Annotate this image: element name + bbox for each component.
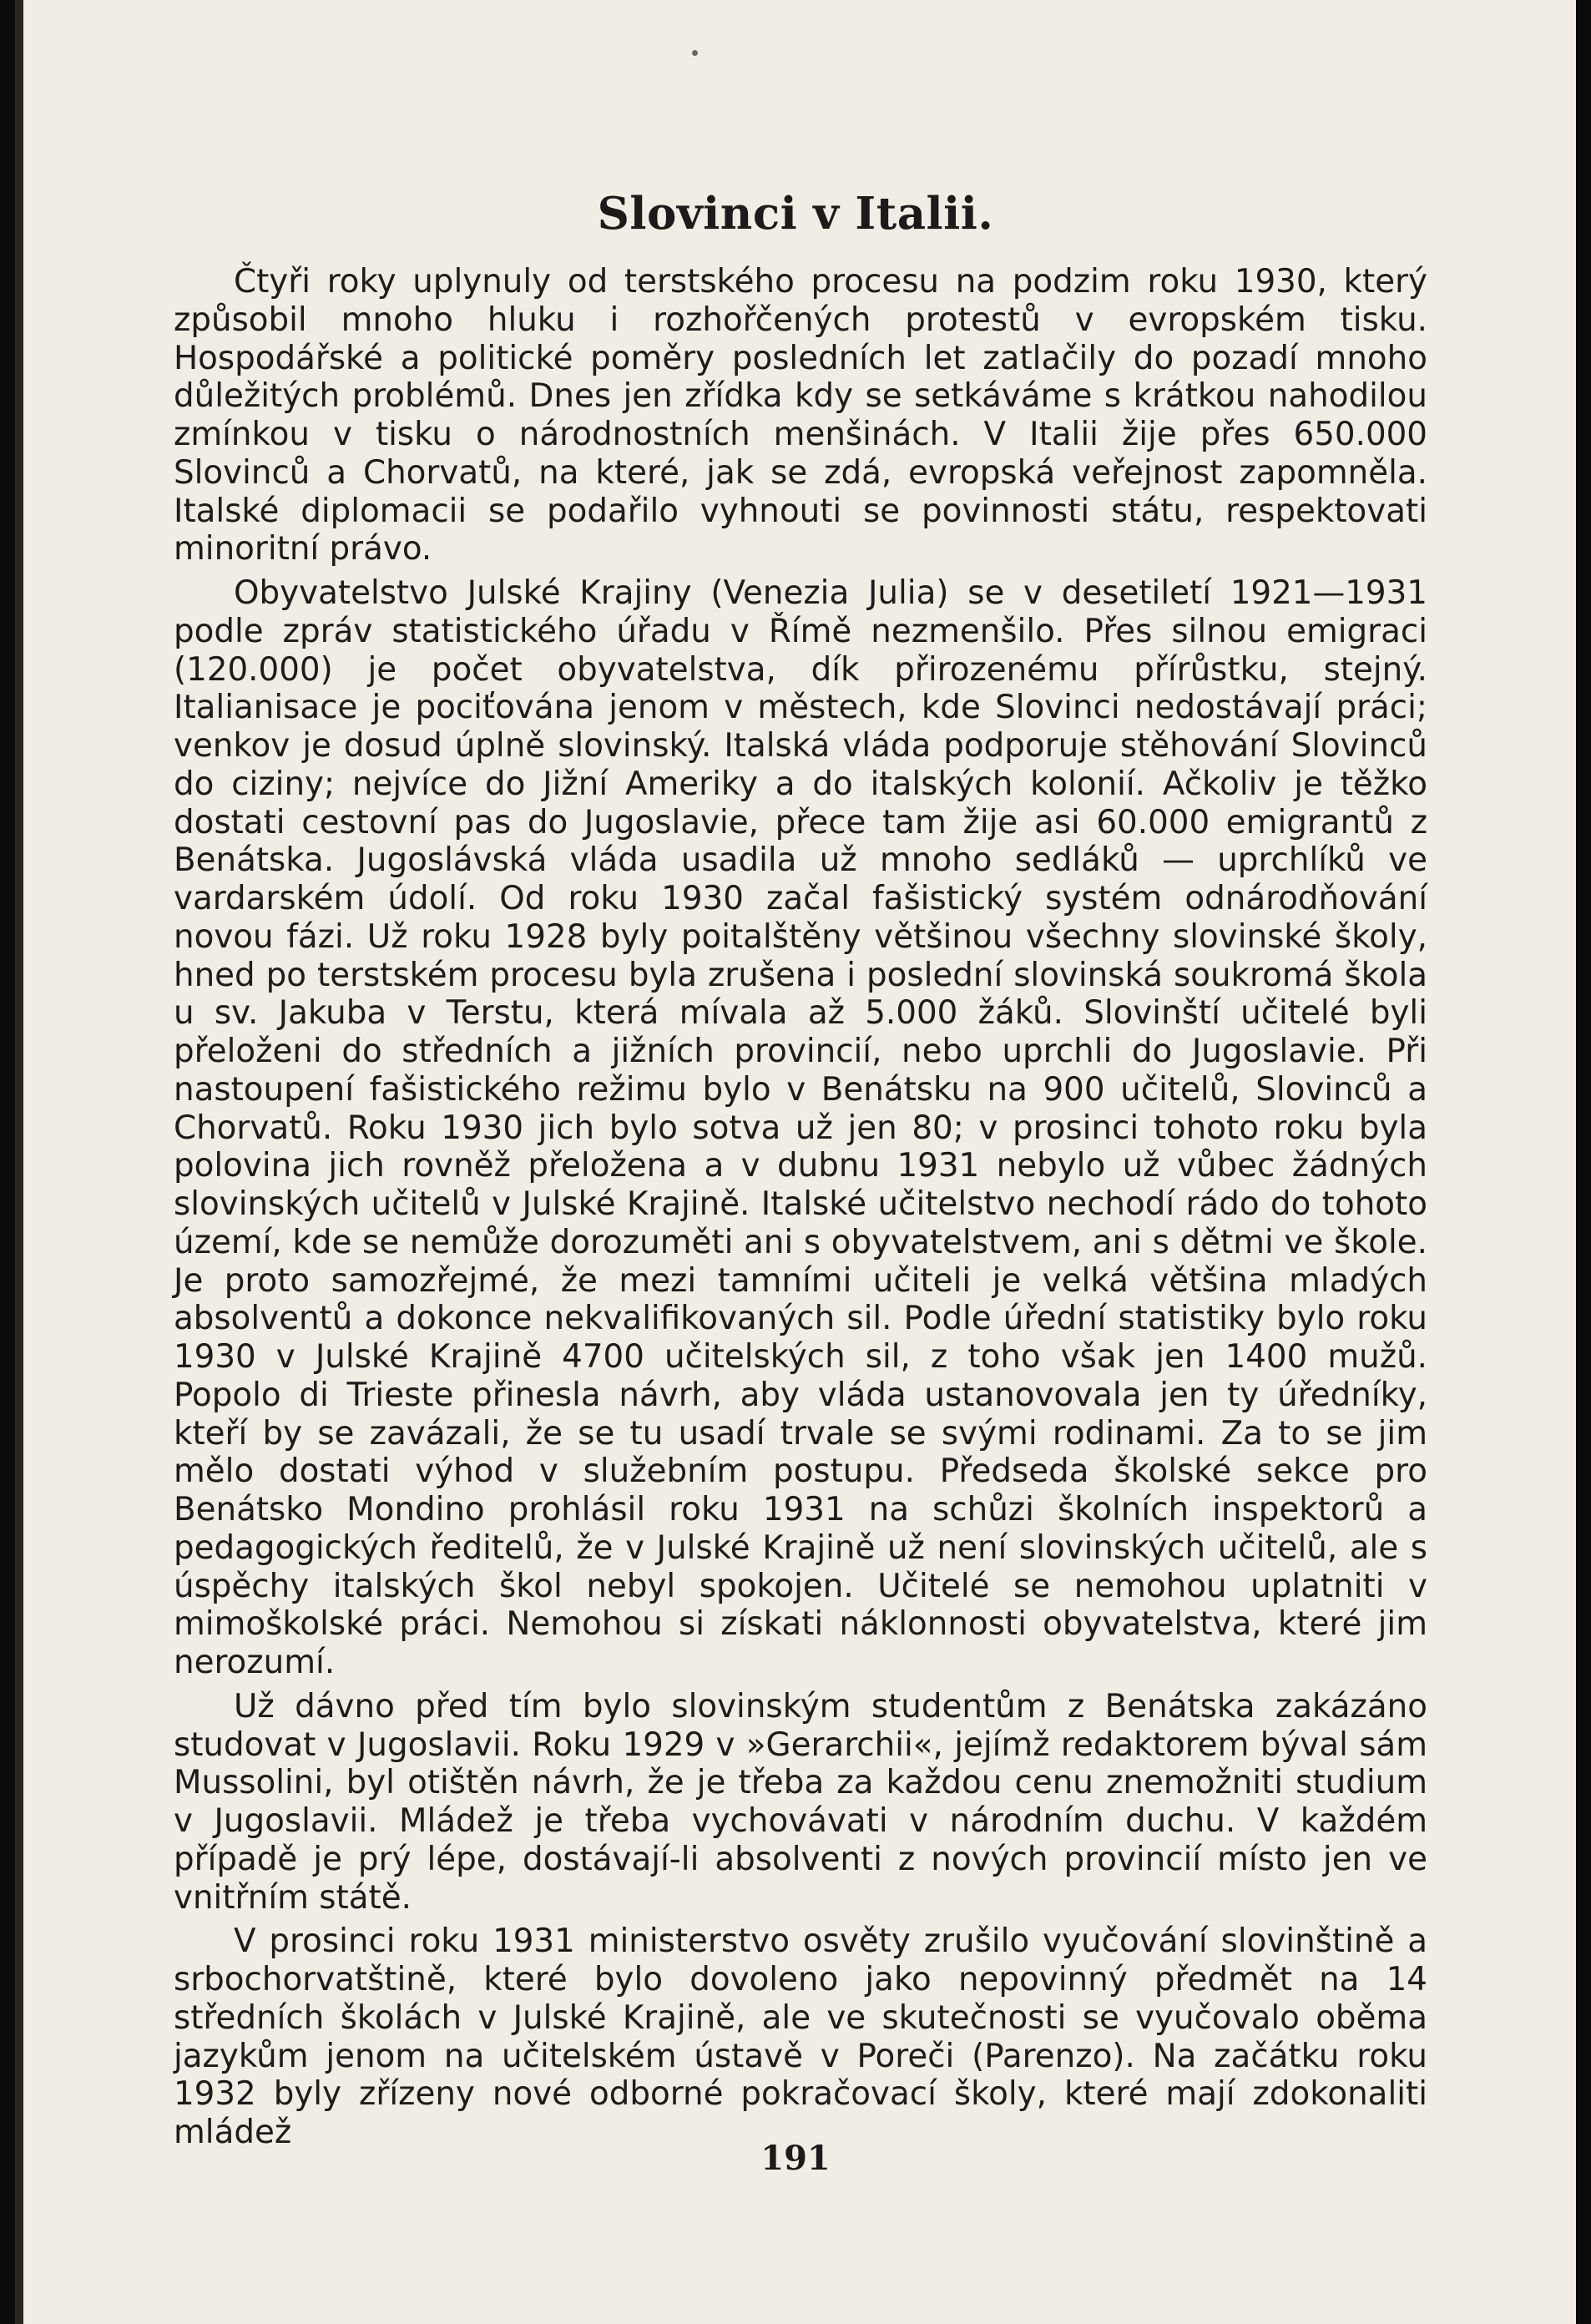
book-page	[15, 0, 1576, 2324]
page-binding-edge	[15, 0, 23, 2324]
paragraph: V prosinci roku 1931 ministerstvo osvěty zrušilo vyučování slovinštině a srbochorvatštině, které bylo dovoleno jako nepovinný předmět na 14 středních školách v Julské Krajině, ale ve skutečnosti se vyučovalo oběma jazykům jenom na učitelském ústavě v Poreči (Parenzo). Na začátku roku 1932 byly zřízeny nové odborné pokračovací školy, které mají zdokonaliti mládež	[174, 1922, 1427, 2151]
paragraph: Už dávno před tím bylo slovinským studentům z Benátska zakázáno studovat v Jugoslavii. Roku 1929 v »Gerarchii«, jejímž redaktorem býval sám Mussolini, byl otištěn návrh, že je třeba za každou cenu znemožniti studium v Jugoslavii. Mládež je třeba vychovávati v národním duchu. V každém případě je prý lépe, dostávají-li absolventi z nových provincií místo jen ve vnitřním státě.	[174, 1687, 1427, 1917]
print-speck	[692, 50, 698, 56]
page-number: 191	[760, 2139, 831, 2178]
paragraph: Obyvatelstvo Julské Krajiny (Venezia Julia) se v desetiletí 1921—1931 podle zpráv statistického úřadu v Římě nezmenšilo. Přes silnou emigraci (120.000) je počet obyvatelstva, dík přirozenému přírůstku, stejný. Italianisace je pociťována jenom v městech, kde Slovinci nedostávají práci; venkov je dosud úplně slovinský. Italská vláda podporuje stěhování Slovinců do ciziny; nejvíce do Jižní Ameriky a do italských kolonií. Ačkoliv je těžko dostati cestovní pas do Jugoslavie, přece tam žije asi 60.000 emigrantů z Benátska. Jugoslávská vláda usadila už mnoho sedláků — uprchlíků ve vardarském údolí. Od roku 1930 začal fašistický systém odnárodňování novou fázi. Už roku 1928 byly poitalštěny většinou všechny slovinské školy, hned po terstském procesu byla zrušena i poslední slovinská soukromá škola u sv. Jakuba v Terstu, která mívala až 5.000 žáků. Slovinští učitelé byli přeloženi do středních a jižních provincií, nebo uprchli do Jugoslavie. Při nastoupení fašistického režimu bylo v Benátsku na 900 učitelů, Slovinců a Chorvatů. Roku 1930 jich bylo sotva už jen 80; v prosinci tohoto roku byla polovina jich rovněž přeložena a v dubnu 1931 nebylo už vůbec žádných slovinských učitelů v Julské Krajině. Italské učitelstvo nechodí rádo do tohoto území, kde se nemůže dorozuměti ani s obyvatelstvem, ani s dětmi ve škole. Je proto samozřejmé, že mezi tamními učiteli je velká většina mladých absolventů a dokonce nekvalifikovaných sil. Podle úřední statistiky bylo roku 1930 v Julské Krajině 4700 učitelských sil, z toho však jen 1400 mužů. Popolo di Trieste přinesla návrh, aby vláda ustanovovala jen ty úředníky, kteří by se zavázali, že se tu usadí trvale se svými rodinami. Za to se jim mělo dostati výhod v služebním postupu. Předseda školské sekce pro Benátsko Mondino prohlásil roku 1931 na schůzi školních inspektorů a pedagogických ředitelů, že v Julské Krajině už není slovinských učitelů, ale s úspěchy italských škol nebyl spokojen. Učitelé se nemohou uplatniti v mimoškolské práci. Nemohou si získati náklonnosti obyvatelstva, které jim nerozumí.	[174, 574, 1427, 1681]
paragraph: Čtyři roky uplynuly od terstského procesu na podzim roku 1930, který způsobil mnoho hluku i rozhořčených protestů v evropském tisku. Hospodářské a politické poměry posledních let zatlačily do pozadí mnoho důležitých problémů. Dnes jen zřídka kdy se setkáváme s krátkou nahodilou zmínkou v tisku o národnostních menšinách. V Italii žije přes 650.000 Slovinců a Chorvatů, na které, jak se zdá, evropská veřejnost zapomněla. Italské diplomacii se podařilo vyhnouti se povinnosti státu, respektovati minoritní právo.	[174, 263, 1427, 568]
article-title: Slovinci v Italii.	[597, 188, 994, 240]
article-body	[174, 263, 1427, 2158]
